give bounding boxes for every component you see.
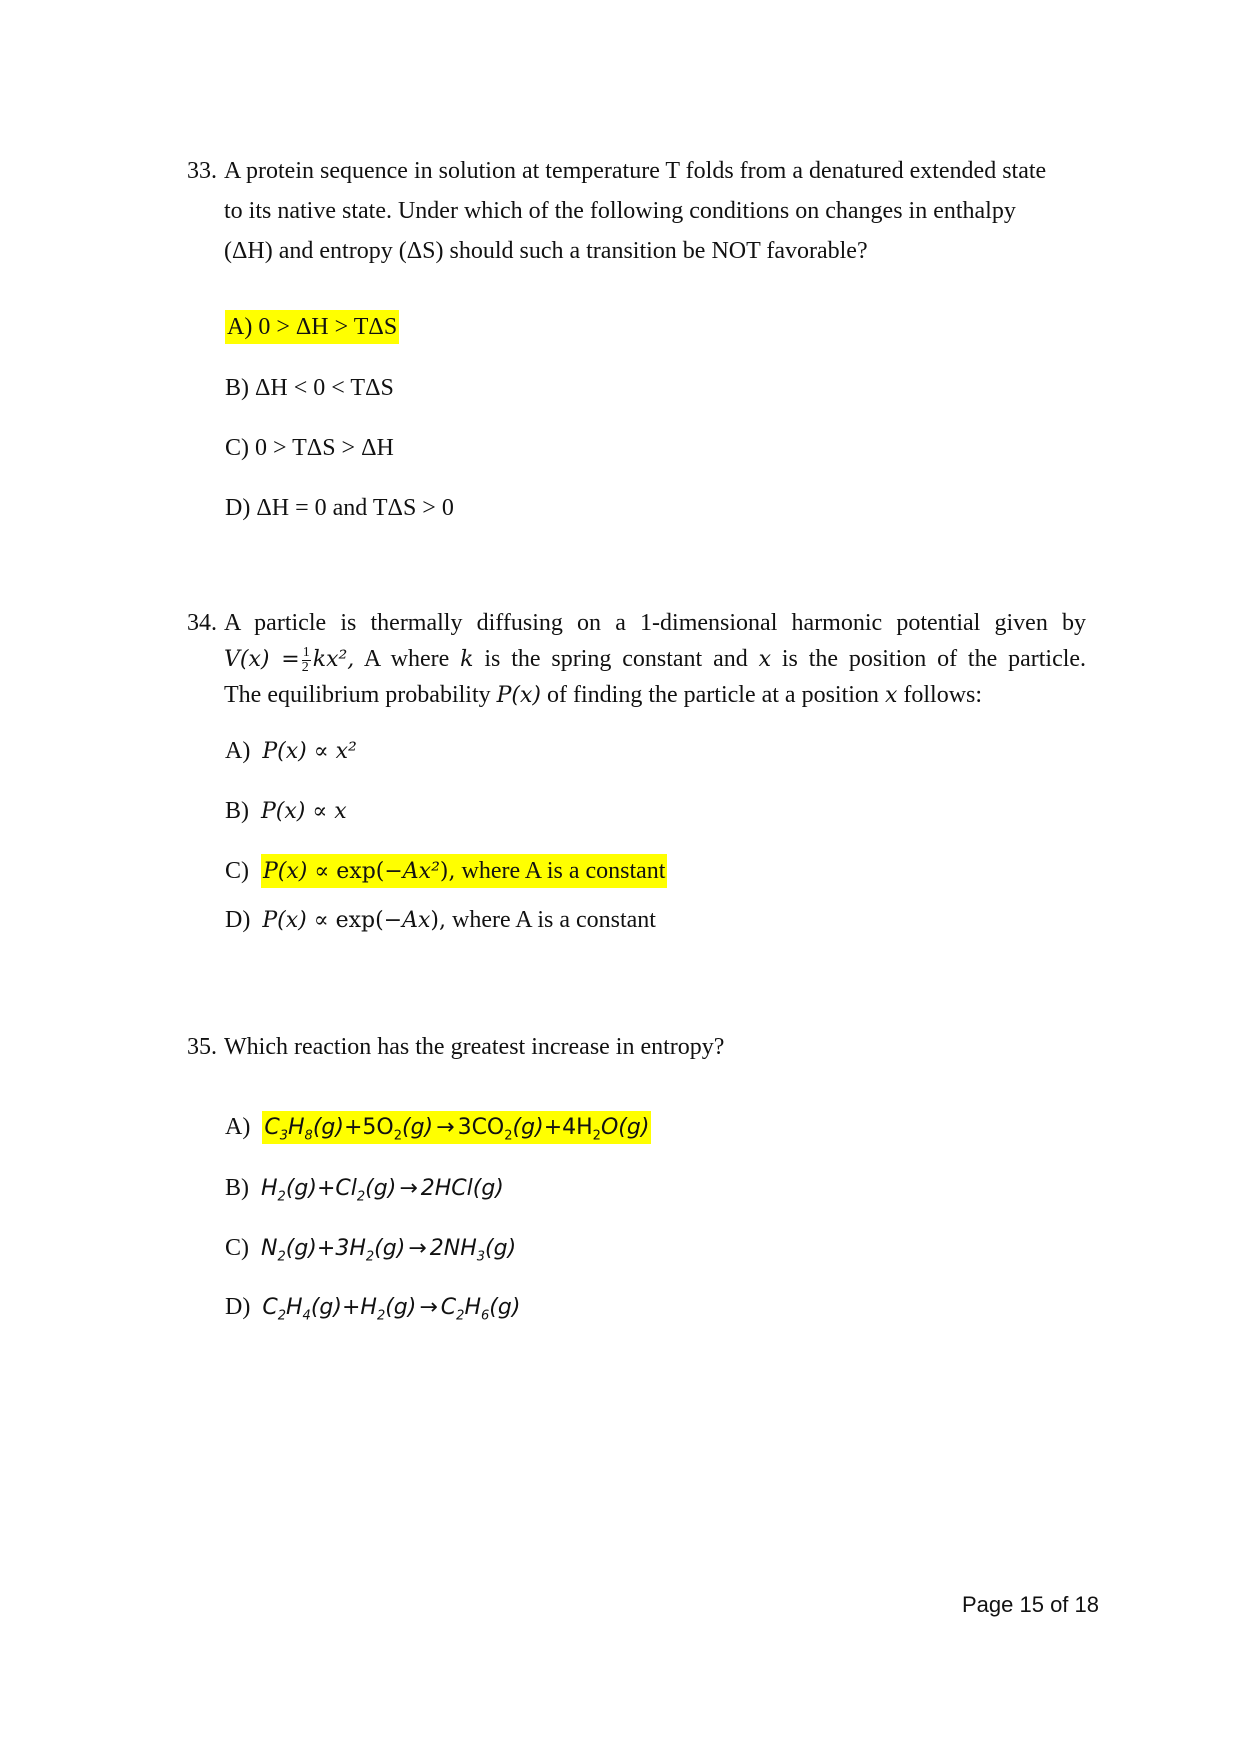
text: is the spring constant and bbox=[484, 646, 748, 673]
question-number: 34. bbox=[187, 610, 217, 636]
question-number: 33. bbox=[187, 158, 217, 184]
arrow-icon: → bbox=[399, 1176, 418, 1201]
highlight: P(x) ∝ exp(−Ax²), where A is a constant bbox=[261, 854, 667, 888]
option-c: C) $N_2(g)+3H_2(g) \to 2NH_3(g)$ bbox=[225, 1235, 517, 1265]
text: A where bbox=[363, 646, 450, 673]
option-c: C) 0 > TΔS > ΔH bbox=[225, 435, 394, 461]
option-d: D) P(x) ∝ exp(−Ax), where A is a constant bbox=[225, 907, 656, 933]
arrow-icon: → bbox=[408, 1236, 427, 1261]
arrow-icon: → bbox=[436, 1115, 455, 1140]
question-text-line bbox=[224, 646, 1086, 675]
option-d: D) $C_2H_4(g)+H_2(g) \to C_2H_6(g)$ bbox=[225, 1294, 521, 1324]
var-x: x bbox=[758, 647, 772, 673]
option-b: B) P(x) ∝ x bbox=[225, 798, 347, 824]
option-a bbox=[225, 314, 399, 341]
option-b: B) ΔH < 0 < TΔS bbox=[225, 375, 394, 401]
fraction: $\frac{1}{2}$ bbox=[301, 645, 310, 675]
potential-term: kx², bbox=[312, 647, 355, 673]
option-a: A) P(x) ∝ x² bbox=[225, 738, 357, 764]
reaction-d: $C_2H_4(g)+H_2(g) \to C_2H_6(g)$ bbox=[262, 1295, 521, 1324]
var-p: P(x) bbox=[496, 683, 542, 708]
option-a: A) $C_3H_8(g)+5O_2(g) \to 3CO_2(g)+4H_2O(g)$ bbox=[225, 1114, 651, 1143]
question-text-line: A protein sequence in solution at temperature T folds from a denatured extended state bbox=[224, 158, 1047, 184]
option-c: C) P(x) ∝ exp(−Ax²), where A is a constant bbox=[225, 858, 667, 885]
page-number: Page 15 of 18 bbox=[962, 1592, 1100, 1617]
highlight: A) 0 > ΔH > TΔS bbox=[225, 310, 399, 344]
question-text-line: The equilibrium probability P(x) of finding the particle at a position x follows: bbox=[224, 682, 983, 708]
reaction-b: $H_2(g)+Cl_2(g) \to 2HCl(g)$ bbox=[261, 1176, 504, 1205]
question-text-line: Which reaction has the greatest increase in entropy? bbox=[224, 1034, 725, 1060]
question-number: 35. bbox=[187, 1034, 217, 1060]
text: is the position of the particle. bbox=[781, 646, 1087, 673]
reaction-c: $N_2(g)+3H_2(g) \to 2NH_3(g)$ bbox=[261, 1236, 517, 1265]
question-text-line: (ΔH) and entropy (ΔS) should such a transition be NOT favorable? bbox=[224, 238, 868, 264]
option-d: D) ΔH = 0 and TΔS > 0 bbox=[225, 495, 454, 521]
var-x: x bbox=[884, 683, 898, 708]
question-text-line: A particle is thermally diffusing on a 1-dimensional harmonic potential given by bbox=[224, 610, 1086, 636]
arrow-icon: → bbox=[419, 1295, 438, 1320]
potential-formula: V(x) = bbox=[224, 647, 300, 673]
var-k: k bbox=[460, 647, 474, 673]
reaction-a: $C_3H_8(g)+5O_2(g) \to 3CO_2(g)+4H_2O(g)$ bbox=[262, 1111, 651, 1144]
question-text-line: to its native state. Under which of the following conditions on changes in enthalpy bbox=[224, 198, 1016, 224]
option-b: B) $H_2(g)+Cl_2(g) \to 2HCl(g)$ bbox=[225, 1175, 504, 1205]
